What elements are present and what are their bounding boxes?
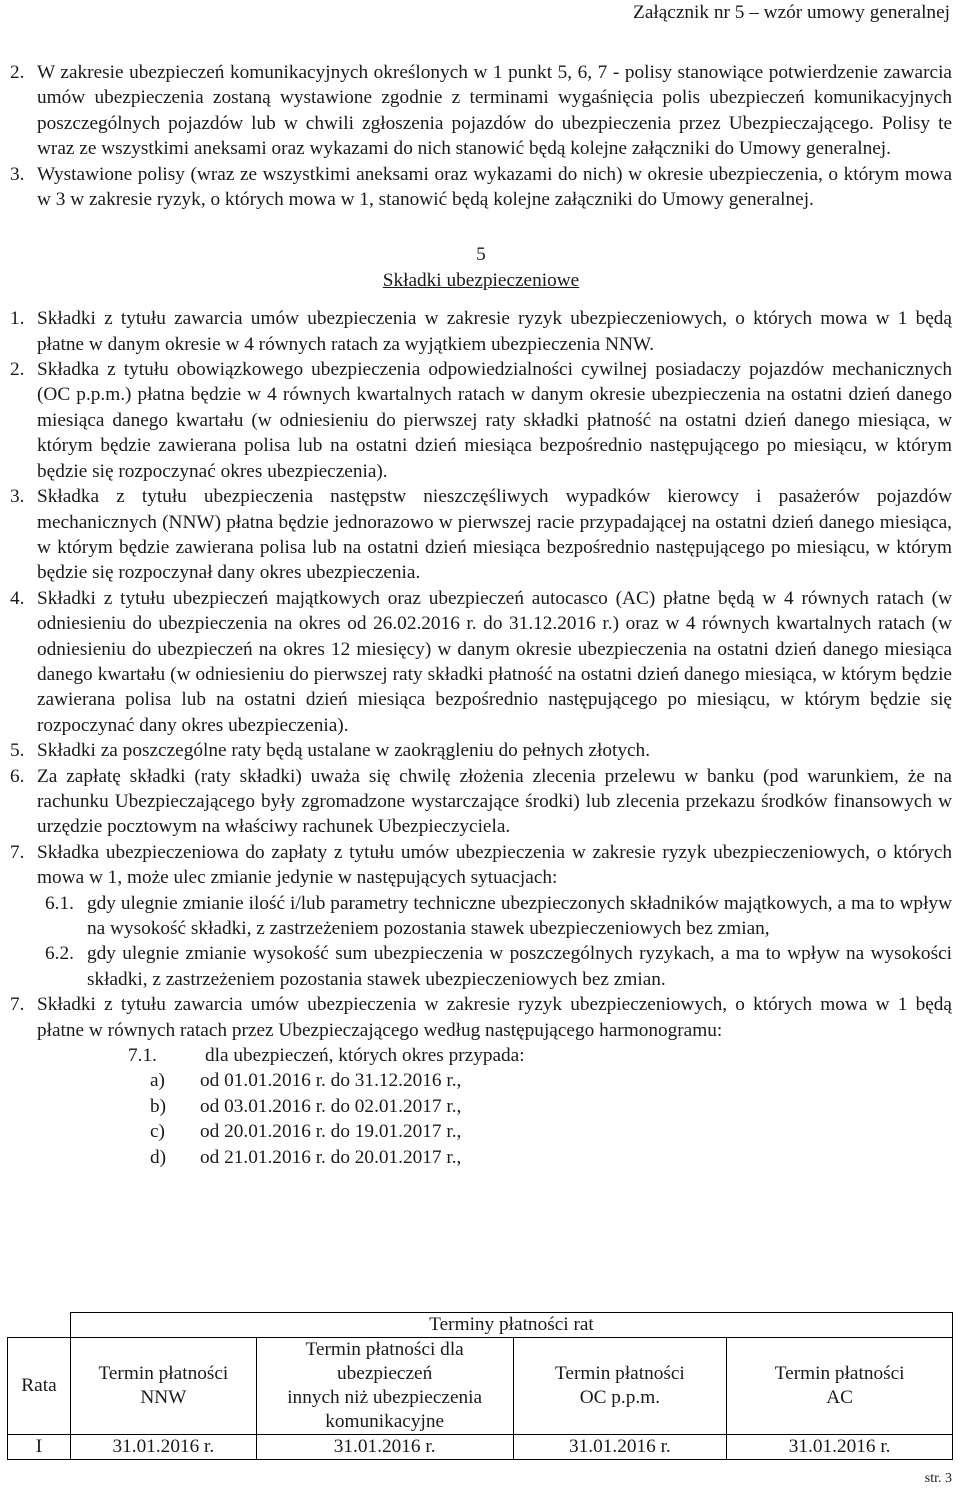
payment-schedule-table bbox=[7, 1312, 953, 1460]
premium-paragraph-4 bbox=[10, 586, 952, 738]
sub-item-6-1 bbox=[10, 891, 952, 942]
schedule-paragraph bbox=[10, 992, 952, 1043]
schedule-item-b bbox=[10, 1094, 952, 1119]
schedule-item-letter: b) bbox=[150, 1095, 167, 1117]
paragraph-text: Za zapłatę składki (raty składki) uważa się chwilę złożenia zlecenia przelewu w banku (pod warunkiem, że na rachunku Ubezpieczającego były zgromadzone wystarczające środki) lub zlecenia przekazu środków finansowych w urzędzie pocztowym na właściwy rachunek Ubezpieczyciela. bbox=[37, 765, 952, 838]
schedule-item-period: od 20.01.2016 r. do 19.01.2017 r., bbox=[200, 1121, 462, 1143]
sub-item-text: gdy ulegnie zmianie wysokość sum ubezpieczenia w poszczególnych ryzykach, a ma to wpływ na wysokości składki, z zastrzeżeniem pozostania stawek ubezpieczeniowych bez zmian. bbox=[87, 943, 952, 990]
cell-other: 31.01.2016 r. bbox=[256, 1435, 513, 1460]
schedule-item-letter: c) bbox=[150, 1121, 165, 1143]
col-header-nnw bbox=[70, 1338, 256, 1435]
section-number: 5 bbox=[476, 244, 486, 266]
table-group-header: Terminy płatności rat bbox=[70, 1313, 952, 1338]
schedule-item-c bbox=[10, 1119, 952, 1144]
premium-paragraph-2 bbox=[10, 357, 952, 484]
premium-paragraph-5 bbox=[10, 738, 952, 763]
paragraph-number: 4. bbox=[10, 587, 25, 609]
paragraph-text: Składki z tytułu zawarcia umów ubezpieczenia w zakresie ryzyk ubezpieczeniowych, o których mowa w 1 będą płatne w danym okresie w 4 równych ratach za wyjątkiem ubezpieczenia NNW. bbox=[37, 308, 952, 355]
col-header-line: innych niż ubezpieczenia bbox=[287, 1387, 483, 1408]
col-header-line: Termin płatności bbox=[554, 1363, 685, 1384]
paragraph-number: 3. bbox=[10, 486, 25, 508]
sub-item-text: gdy ulegnie zmianie ilość i/lub parametry techniczne ubezpieczonych składników majątkowych, a ma to wpływ na wysokość składki, z zastrzeżeniem pozostania stawek ubezpieczeniowych bez zmian, bbox=[87, 892, 952, 939]
paragraph-number: 2. bbox=[10, 62, 25, 83]
paragraph-number: 1. bbox=[10, 308, 25, 330]
paragraph-number: 6. bbox=[10, 765, 25, 787]
paragraph-text: Składka z tytułu obowiązkowego ubezpieczenia odpowiedzialności cywilnej posiadaczy pojazdów mechanicznych (OC p.p.m.) płatna będzie w 4 równych kwartalnych ratach w danym okresie ubezpieczenia na ostatni dzień danego miesiąca danego kwartału (w odniesieniu do pierwszej raty składki płatność na ostatni dzień danego miesiąca, w którym będzie zawierana polisa lub na ostatni dzień miesiąca bezpośrednio następującego po miesiącu, w którym będzie się rozpoczynać okres ubezpieczenia). bbox=[37, 359, 952, 482]
schedule-item-a bbox=[10, 1068, 952, 1093]
cell-nnw: 31.01.2016 r. bbox=[70, 1435, 256, 1460]
col-header-line: AC bbox=[826, 1387, 854, 1408]
col-header-oc bbox=[513, 1338, 727, 1435]
section-title: Składki ubezpieczeniowe bbox=[382, 269, 580, 291]
cell-oc: 31.01.2016 r. bbox=[513, 1435, 727, 1460]
col-header-line: komunikacyjne bbox=[325, 1411, 445, 1432]
paragraph-3 bbox=[10, 162, 952, 213]
col-header-line: Termin płatności dla ubezpieczeń bbox=[305, 1339, 464, 1384]
paragraph-number: 7. bbox=[10, 841, 25, 863]
col-header-line: NNW bbox=[140, 1387, 187, 1408]
table-header-row bbox=[8, 1338, 953, 1435]
paragraph-text: Wystawione polisy (wraz ze wszystkimi aneksami oraz wykazami do nich) w okresie ubezpieczenia, o którym mowa w 3 w zakresie ryzyk, o których mowa w 1, stanowić będą kolejne załączniki do Umowy generalnej. bbox=[37, 163, 952, 211]
sub-item-number: 6.2. bbox=[45, 943, 74, 965]
table-row bbox=[8, 1435, 953, 1460]
cell-ac: 31.01.2016 r. bbox=[727, 1435, 953, 1460]
sub-item-number: 6.1. bbox=[45, 892, 74, 914]
schedule-item-d bbox=[10, 1145, 952, 1170]
col-header-ac bbox=[727, 1338, 953, 1435]
document-header: Załącznik nr 5 – wzór umowy generalnej bbox=[633, 2, 950, 23]
col-header-line: OC p.p.m. bbox=[579, 1387, 661, 1408]
page-number: str. 3 bbox=[924, 1470, 952, 1486]
paragraph-text: W zakresie ubezpieczeń komunikacyjnych określonych w 1 punkt 5, 6, 7 - polisy stanowiące potwierdzenie zawarcia umów ubezpieczenia zostaną wystawione zgodnie z terminami wygaśnięcia polis ubezpieczeń komunikacyjnych poszczególnych pojazdów lub w chwili zgłoszenia pojazdów do ubezpieczenia przez Ubezpieczającego. Polisy te wraz ze wszystkimi aneksami oraz wykazami do nich stanowić będą kolejne załączniki do Umowy generalnej. bbox=[37, 62, 952, 160]
schedule-heading bbox=[10, 1043, 952, 1068]
premium-paragraph-3 bbox=[10, 484, 952, 586]
paragraph-number: 3. bbox=[10, 163, 25, 185]
premium-paragraph-6 bbox=[10, 764, 952, 840]
section-heading bbox=[10, 242, 952, 293]
schedule-item-period: od 03.01.2016 r. do 02.01.2017 r., bbox=[200, 1095, 462, 1117]
schedule-item-period: od 21.01.2016 r. do 20.01.2017 r., bbox=[200, 1146, 462, 1168]
schedule-item-letter: d) bbox=[150, 1146, 167, 1168]
cell-rata: I bbox=[8, 1435, 71, 1460]
col-header-line: Termin płatności bbox=[98, 1363, 229, 1384]
paragraph-number: 7. bbox=[10, 994, 25, 1016]
paragraph-number: 5. bbox=[10, 740, 25, 762]
paragraph-number: 2. bbox=[10, 359, 25, 381]
col-header-line: Termin płatności bbox=[774, 1363, 905, 1384]
premium-paragraph-7 bbox=[10, 840, 952, 891]
paragraph-2 bbox=[10, 60, 952, 162]
premium-paragraph-1 bbox=[10, 306, 952, 357]
schedule-number: 7.1. bbox=[128, 1045, 157, 1067]
paragraph-text: Składki z tytułu ubezpieczeń majątkowych oraz ubezpieczeń autocasco (AC) płatne będą w 4 równych ratach (w odniesieniu do ubezpieczenia na okres od 26.02.2016 r. do 31.12.2016 r.) oraz w 4 równych kwartalnych ratach (w odniesieniu do ubezpieczeń na okres 12 miesięcy) w danym okresie ubezpieczenia na ostatni dzień danego miesiąca danego kwartału (w odniesieniu do pierwszej raty składki płatność na ostatni dzień danego miesiąca, w którym będzie zawierana polisa lub na ostatni dzień miesiąca bezpośrednio następującego po miesiącu, w którym będzie się rozpoczynać dany okres ubezpieczenia). bbox=[37, 587, 952, 736]
sub-item-6-2 bbox=[10, 941, 952, 992]
paragraph-text: Składka z tytułu ubezpieczenia następstw nieszczęśliwych wypadków kierowcy i pasażerów pojazdów mechanicznych (NNW) płatna będzie jednorazowo w pierwszej racie przypadającej na ostatni dzień danego miesiąca, w którym będzie zawierana polisa lub na ostatni dzień miesiąca bezpośrednio następującego po miesiącu, w którym będzie się rozpoczynał dany okres ubezpieczenia. bbox=[37, 486, 952, 584]
paragraph-text: Składki za poszczególne raty będą ustalane w zaokrągleniu do pełnych złotych. bbox=[37, 740, 651, 762]
schedule-item-period: od 01.01.2016 r. do 31.12.2016 r., bbox=[200, 1070, 462, 1092]
col-header-rata: Rata bbox=[8, 1338, 71, 1435]
col-header-other bbox=[256, 1338, 513, 1435]
document-body bbox=[10, 60, 952, 1170]
table-group-header-row bbox=[8, 1313, 953, 1338]
paragraph-text: Składka ubezpieczeniowa do zapłaty z tytułu umów ubezpieczenia w zakresie ryzyk ubezpieczeniowych, o których mowa w 1, może ulec zmianie jedynie w następujących sytuacjach: bbox=[37, 841, 952, 889]
schedule-heading-text: dla ubezpieczeń, których okres przypada: bbox=[205, 1045, 525, 1067]
schedule-item-letter: a) bbox=[150, 1070, 165, 1092]
paragraph-text: Składki z tytułu zawarcia umów ubezpieczenia w zakresie ryzyk ubezpieczeniowych, o których mowa w 1 będą płatne w równych ratach przez Ubezpieczającego według następującego harmonogramu: bbox=[37, 994, 952, 1041]
